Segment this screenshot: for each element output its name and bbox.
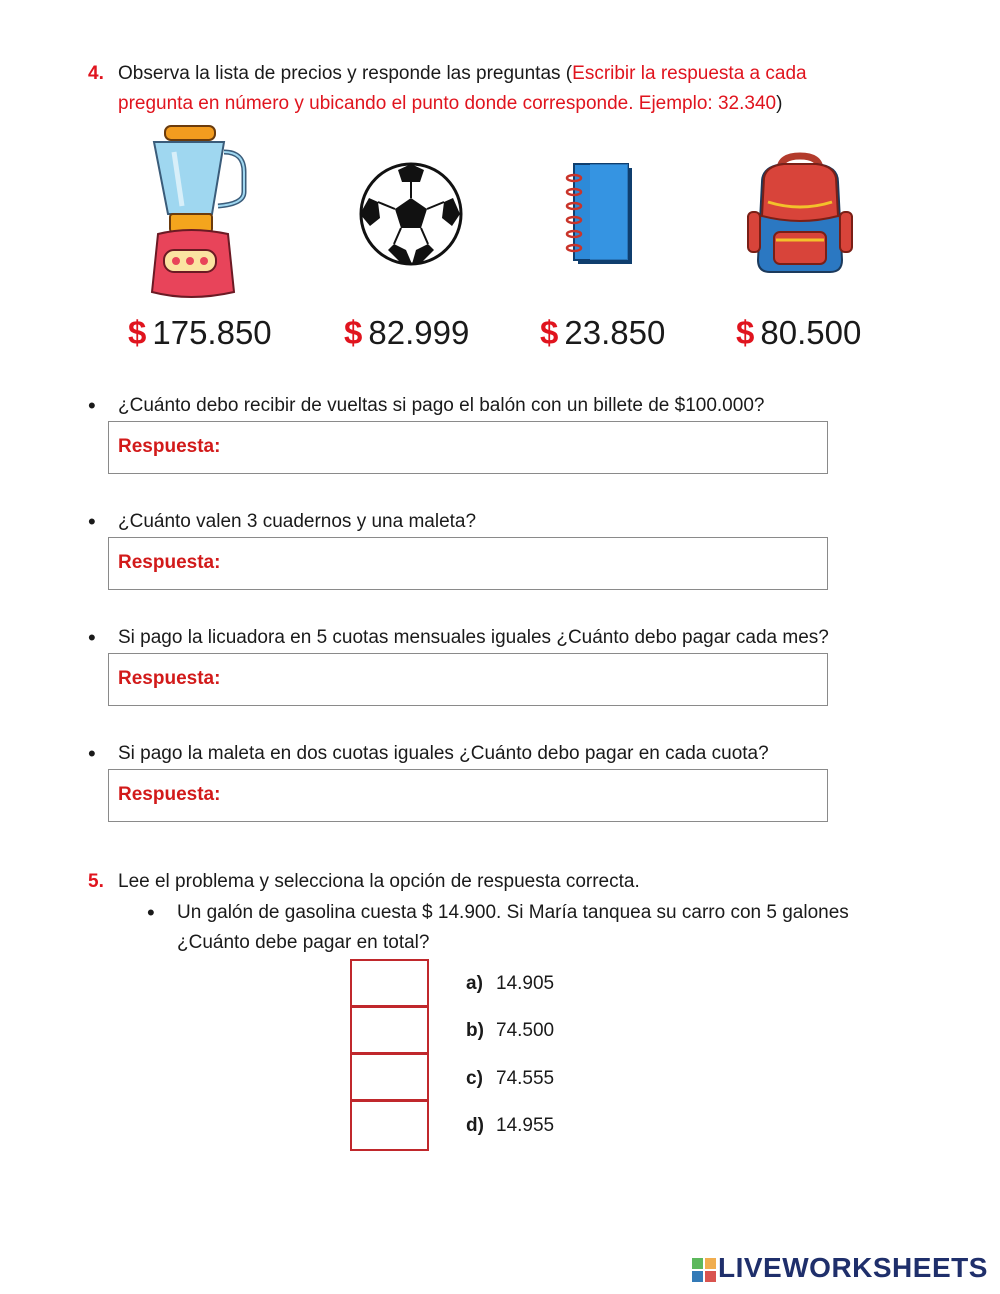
price-blender: $ 175.850 xyxy=(128,314,272,351)
bullet-icon: • xyxy=(88,393,96,418)
q5-problem-line1: Un galón de gasolina cuesta $ 14.900. Si María tanquea su carro con 5 galones xyxy=(177,902,849,923)
option-b: b) 74.500 xyxy=(466,1020,555,1041)
liveworksheets-logo-icon xyxy=(692,1258,716,1282)
notebook-icon xyxy=(562,160,638,268)
bullet-icon: • xyxy=(88,625,96,650)
answer-box-4[interactable] xyxy=(108,769,828,822)
q4-header-line2 xyxy=(118,89,782,119)
option-c-checkbox[interactable] xyxy=(350,1053,429,1101)
backpack-icon xyxy=(744,152,856,276)
option-a: a) 14.905 xyxy=(466,973,555,994)
option-b-checkbox[interactable] xyxy=(350,1006,429,1054)
answer-box-1[interactable] xyxy=(108,421,828,474)
price-backpack: $ 80.500 xyxy=(736,314,862,351)
question-4: Si pago la maleta en dos cuotas iguales ¿Cuánto debo pagar en cada cuota? xyxy=(118,743,769,764)
answer-label: Respuesta: xyxy=(118,552,221,573)
q4-instruction-line2: pregunta en número y ubicando el punto donde corresponde. Ejemplo: 32.340 xyxy=(118,93,777,114)
price-ball: $ 82.999 xyxy=(344,314,470,351)
question-3: Si pago la licuadora en 5 cuotas mensuales iguales ¿Cuánto debo pagar cada mes? xyxy=(118,627,829,648)
question-2: ¿Cuánto valen 3 cuadernos y una maleta? xyxy=(118,511,477,532)
q5-problem-line2: ¿Cuánto debe pagar en total? xyxy=(177,932,430,953)
bullet-icon: • xyxy=(147,900,155,925)
answer-box-3[interactable] xyxy=(108,653,828,706)
question-1: ¿Cuánto debo recibir de vueltas si pago el balón con un billete de $100.000? xyxy=(118,395,765,416)
q5-header xyxy=(88,867,640,897)
option-c: c) 74.555 xyxy=(466,1068,555,1089)
price-notebook: $ 23.850 xyxy=(540,314,666,351)
brand-name: LIVEWORKSHEETS xyxy=(718,1252,988,1283)
answer-label: Respuesta: xyxy=(118,668,221,689)
q5-intro: Lee el problema y selecciona la opción de respuesta correcta. xyxy=(118,871,640,892)
bullet-icon: • xyxy=(88,741,96,766)
q4-instruction-line1: Escribir la respuesta a cada xyxy=(572,63,807,84)
blender-icon xyxy=(140,122,250,307)
q4-number: 4. xyxy=(88,63,104,84)
option-d: d) 14.955 xyxy=(466,1115,555,1136)
option-d-checkbox[interactable] xyxy=(350,1100,429,1151)
q4-intro: Observa la lista de precios y responde las preguntas ( xyxy=(118,63,573,84)
answer-box-2[interactable] xyxy=(108,537,828,590)
answer-label: Respuesta: xyxy=(118,784,221,805)
bullet-icon: • xyxy=(88,509,96,534)
q4-header xyxy=(88,59,807,89)
q4-close-paren: ) xyxy=(776,93,783,114)
option-a-checkbox[interactable] xyxy=(350,959,429,1007)
q5-number: 5. xyxy=(88,871,104,892)
answer-label: Respuesta: xyxy=(118,436,221,457)
soccer-ball-icon xyxy=(358,162,464,266)
